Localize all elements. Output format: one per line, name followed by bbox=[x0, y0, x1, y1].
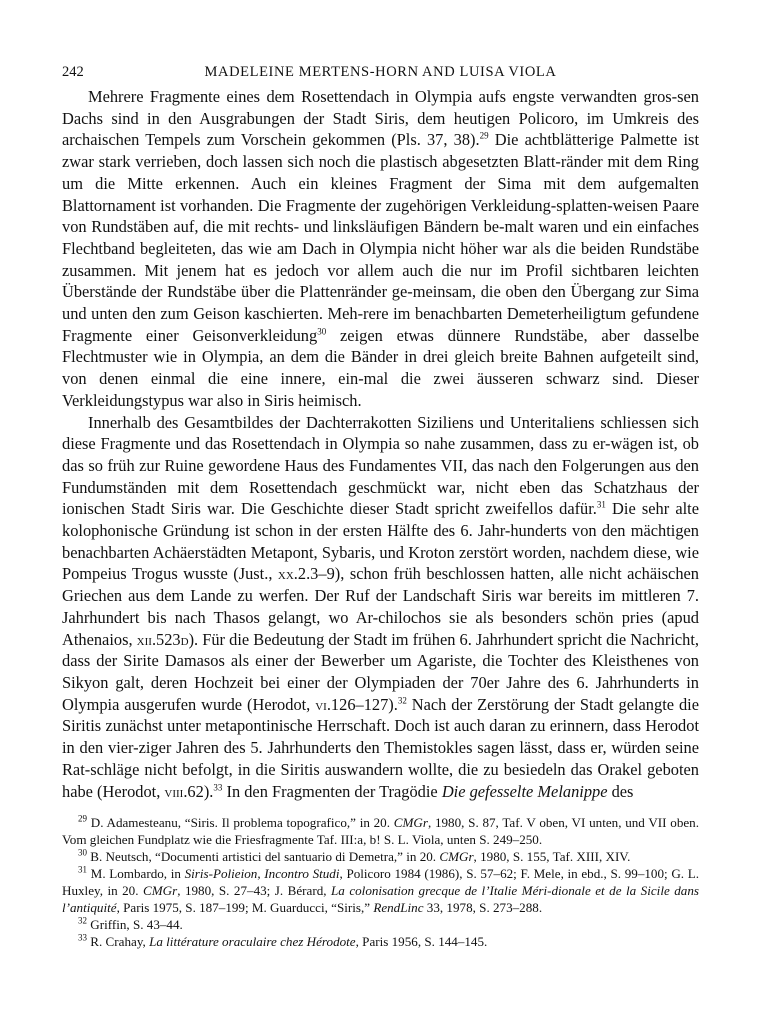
footnote-32: $^{32}$ Griffin, S. 43–44. bbox=[78, 915, 183, 933]
footnote-33: $^{33}$ R. Crahay, La littérature oraculaire chez Hérodote, Paris 1956, S. 144–145. bbox=[78, 932, 488, 950]
footnote-31: $^{31}$ M. Lombardo, in Siris-Polieion, Incontro Studi, Policoro 1984 (1986), S. 57–62; F. Mele, in ebd., S. 99–100; G. L. Huxley, in 20. CMGr, 1980, S. 27–43; J. Bérard, La colonisation grecque de l’Italie Méri-dionale et de la Sicile dans l’antiquité, Paris 1975, S. 187–199; M. Guarducci, “Siris,” RendLinc 33, 1978, S. 273–288. bbox=[62, 864, 699, 916]
footnote-ref[interactable]: 32 bbox=[397, 695, 407, 706]
page-header bbox=[62, 58, 699, 86]
running-title: MADELEINE MERTENS-HORN AND LUISA VIOLA bbox=[204, 64, 557, 80]
paragraph: Innerhalb des Gesamtbildes der Dachterrakotten Siziliens und Unteritaliens schliessen sich diese Fragmente und das Rosettendach in Olympia so nahe zusammen, dass zu er-wägen ist, ob das so früh zur Ruine gewordene Haus des Fundamentes VII, das nach den Folgerungen aus den Fundumständen mit dem Rosettendach geschmückt war, nicht eben das Schatzhaus der ionischen Stadt Siris war. Die Geschichte dieser Stadt spricht zweifellos dafür.$^{31}$ Die sehr alte kolophonische Gründung ist schon in der ersten Hälfte des 6. Jahr-hunderts von den mächtigen benachbarten Achäerstädten Metapont, Sybaris, und Kroton zerstört worden, nachdem diese, wie Pompeius Trogus wusste (Just., xx.2.3–9), schon früh beschlossen hatten, alle nicht achäischen Griechen aus dem Lande zu werfen. Der Ruf der Landschaft Siris war bereits im mittleren 7. Jahrhundert bis nach Thasos gelangt, wo Ar-chilochos sie als besonders schön pries (apud Athenaios, xii.523d). Für die Bedeutung der Stadt im frühen 6. Jahrhundert spricht die Nachricht, dass der Sirite Damasos als einer der Bewerber um Agariste, die Tochter des Kleisthenes von Sikyon galt, deren Hochzeit bei einer der Olympiaden der 70er Jahre des 6. Jahrhunderts in Olympia ausgerufen wurde (Herodot, vi.126–127).$^{32}$ Nach der Zerstörung der Stadt gelangte die Siritis zunächst unter metapontinische Herrschaft. Doch ist auch daran zu erinnern, dass Herodot in den vier-ziger Jahren des 5. Jahrhunderts den Themistokles sagen lässt, dass er, würden seine Rat-schläge nicht befolgt, in die Siritis auswandern wollte, die zu besiedeln das Orakel geboten habe (Herodot, viii.62).$^{33}$ In den Fragmenten der Tragödie Die gefesselte Melanippe des bbox=[62, 412, 699, 801]
footnotes bbox=[62, 814, 699, 950]
footnote-ref[interactable]: 30 bbox=[317, 326, 327, 337]
footnote-29: $^{29}$ D. Adamesteanu, “Siris. Il problema topografico,” in 20. CMGr, 1980, S. 87, Taf. V oben, VI unten, und VII oben. Vom gleichen Fundplatz wie die Friesfragmente Taf. III:a, b! S. L. Viola, unten S. 249–250. bbox=[62, 813, 699, 848]
paragraph: Mehrere Fragmente eines dem Rosettendach in Olympia aufs engste verwandten gros-sen Dachs sind in den Ausgrabungen der Stadt Siris, dem heutigen Policoro, im Umkreis des archaischen Tempels zum Vorschein gekommen (Pls. 37, 38).$^{29}$ Die achtblätterige Palmette ist zwar stark verrieben, doch lassen sich noch die plastisch abgesetzten Blatt-ränder mit dem Ring um die Mitte erkennen. Auch ein kleines Fragment der Sima mit dem aufgemalten Blattornament ist vorhanden. Die Fragmente der zugehörigen Verkleidung-splatten-weisen Paare von Rundstäben auf, die mit rechts- und linksläufigen Bändern be-malt waren und ein einfaches Flechtband begleiteten, das wie am Dach in Olympia nicht höher war als die beiden Rundstäbe zusammen. Mit jenem hat es jedoch vor allem auch die nur im Profil sichtbaren leichten Überstände der Rundstäbe über die Plattenränder ge-meinsam, die oben den Übergang zur Sima und unten den zum Geison kaschierten. Meh-rere im benachbarten Demeterheiligtum gefundene Fragmente einer Geisonverkleidung$^{30}$ zeigen etwas dünnere Rundstäbe, aber dasselbe Flechtmuster wie in Olympia, an dem die Bänder in drei gleich breite Bahnen aufgeteilt sind, von denen einmal die eine innere, ein-mal die zwei äusseren schwarz sind. Dieser Verkleidungstypus war also in Siris heimisch. bbox=[62, 87, 699, 410]
footnote-30: $^{30}$ B. Neutsch, “Documenti artistici del santuario di Demetra,” in 20. CMGr, 1980, S. 155, Taf. XIII, XIV. bbox=[78, 847, 631, 865]
page-number: 242 bbox=[62, 64, 84, 80]
body-text bbox=[62, 86, 699, 802]
footnote-ref[interactable]: 33 bbox=[213, 782, 223, 793]
footnote-ref[interactable]: 29 bbox=[479, 130, 489, 141]
document-page bbox=[62, 58, 699, 1008]
footnote-ref[interactable]: 31 bbox=[596, 499, 606, 510]
